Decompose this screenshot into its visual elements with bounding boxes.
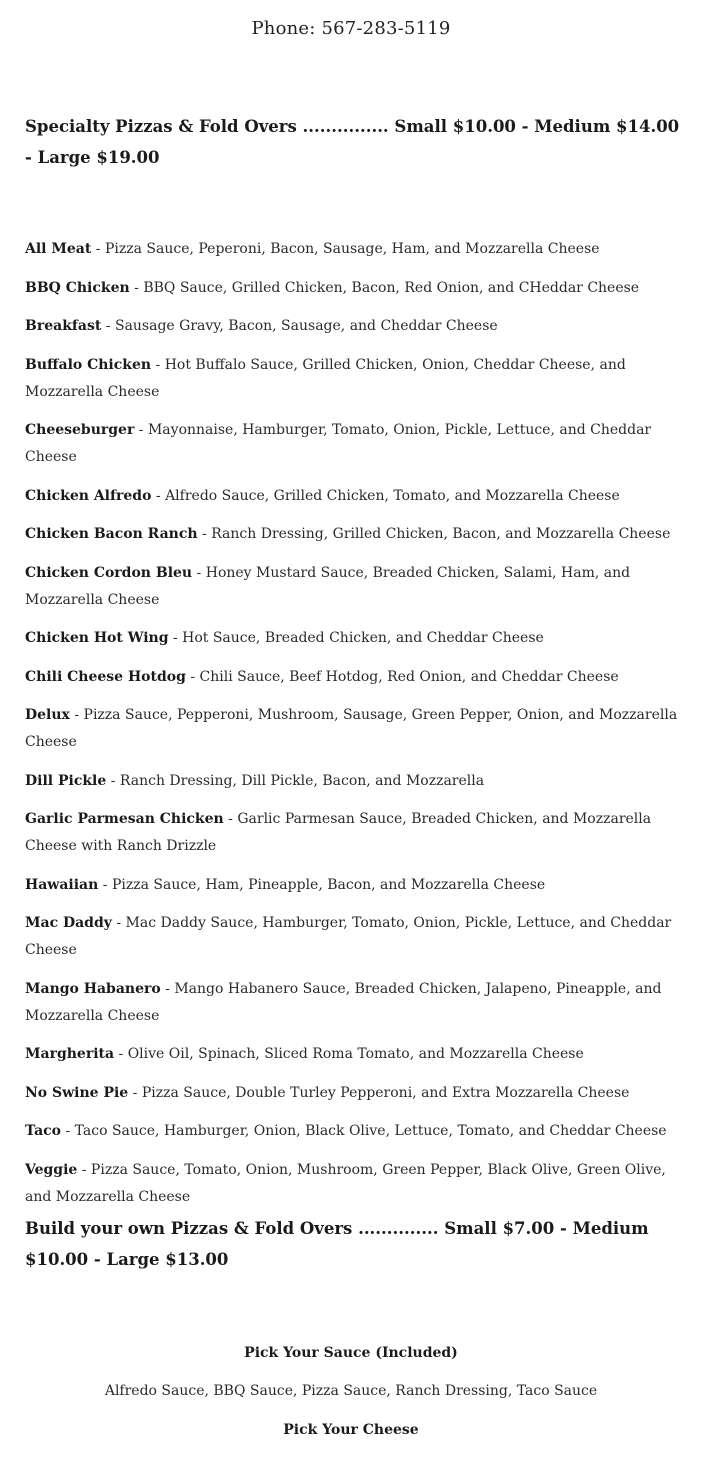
menu-item-name: Chicken Bacon Ranch [25,526,198,542]
menu-item-description: - Alfredo Sauce, Grilled Chicken, Tomato, and Mozzarella Cheese [151,487,620,504]
menu-item-name: Breakfast [25,318,102,334]
menu-item [25,560,680,614]
menu-item-name: Margherita [25,1046,115,1062]
sauce-options: Alfredo Sauce, BBQ Sauce, Pizza Sauce, Ranch Dressing, Taco Sauce [104,1383,598,1399]
menu-item [25,1080,680,1107]
pick-sauce-title: Pick Your Sauce (Included) [244,1345,458,1361]
menu-item-description: - Mac Daddy Sauce, Hamburger, Tomato, Onion, Pickle, Lettuce, and Cheddar Cheese [25,915,672,958]
menu-item [25,236,680,263]
menu-item [25,806,680,860]
menu-item-name: All Meat [25,241,92,257]
menu-item-name: Delux [25,707,70,723]
menu-item-name: Taco [25,1123,62,1139]
pick-cheese-title: Pick Your Cheese [283,1422,419,1438]
build-your-own-heading: Build your own Pizzas & Fold Overs .............. Small $7.00 - Medium $10.00 - Large $13.00 [25,1219,649,1269]
menu-item-name: Dill Pickle [25,772,107,789]
menu-item-name: Buffalo Chicken [25,356,152,373]
menu-item [25,768,680,795]
menu-item [25,483,680,510]
menu-item-description: - Ranch Dressing, Grilled Chicken, Bacon, and Mozzarella Cheese [197,526,671,542]
menu-item-description: - Hot Sauce, Breaded Chicken, and Cheddar Cheese [168,630,544,646]
menu-item-description: - Taco Sauce, Hamburger, Onion, Black Olive, Lettuce, Tomato, and Cheddar Cheese [61,1123,667,1139]
menu-item-description: - Pizza Sauce, Ham, Pineapple, Bacon, and Mozzarella Cheese [98,876,546,893]
menu-item-name: No Swine Pie [25,1084,129,1101]
menu-item [25,1118,680,1145]
menu-item-description: - Ranch Dressing, Dill Pickle, Bacon, and Mozzarella [106,772,485,789]
menu-item-name: Veggie [25,1161,78,1178]
menu-item-name: Chicken Alfredo [25,487,152,504]
phone-number: Phone: 567-283-5119 [251,18,451,39]
specialty-pizza-list [25,236,680,1222]
menu-item-description: - Mayonnaise, Hamburger, Tomato, Onion, Pickle, Lettuce, and Cheddar Cheese [25,422,652,465]
menu-item [25,872,680,899]
menu-item [25,521,680,548]
menu-item-description: - Pizza Sauce, Tomato, Onion, Mushroom, Green Pepper, Black Olive, Green Olive, and Mozzarella Cheese [25,1161,666,1205]
menu-item-description: - Pizza Sauce, Pepperoni, Mushroom, Sausage, Green Pepper, Onion, and Mozzarella Cheese [25,707,678,750]
menu-item-name: Mac Daddy [25,915,112,931]
menu-item-description: - Sausage Gravy, Bacon, Sausage, and Cheddar Cheese [101,318,498,334]
menu-item-description: - BBQ Sauce, Grilled Chicken, Bacon, Red Onion, and CHeddar Cheese [129,279,640,296]
menu-item [25,910,680,964]
menu-item-name: Hawaiian [25,876,99,893]
menu-item-description: - Chili Sauce, Beef Hotdog, Red Onion, and Cheddar Cheese [185,668,619,685]
menu-item-description: - Pizza Sauce, Peperoni, Bacon, Sausage, Ham, and Mozzarella Cheese [91,241,600,257]
menu-item-name: BBQ Chicken [25,279,130,296]
menu-item-description: - Garlic Parmesan Sauce, Breaded Chicken, and Mozzarella Cheese with Ranch Drizzle [25,811,652,854]
menu-item-name: Cheeseburger [25,422,135,438]
specialty-pizzas-heading: Specialty Pizzas & Fold Overs ............... Small $10.00 - Medium $14.00 - Large $19.00 [25,117,680,167]
menu-item [25,1041,680,1068]
menu-item [25,664,680,691]
menu-item-name: Mango Habanero [25,980,161,997]
menu-item-name: Garlic Parmesan Chicken [25,811,224,827]
menu-item [25,702,680,756]
menu-item-description: - Olive Oil, Spinach, Sliced Roma Tomato, and Mozzarella Cheese [114,1046,584,1062]
menu-item-name: Chicken Hot Wing [25,630,169,646]
menu-item-name: Chicken Cordon Bleu [25,564,193,581]
menu-item-description: - Pizza Sauce, Double Turley Pepperoni, and Extra Mozzarella Cheese [128,1084,630,1101]
menu-item [25,313,680,340]
menu-item [25,417,680,471]
menu-item-description: - Hot Buffalo Sauce, Grilled Chicken, Onion, Cheddar Cheese, and Mozzarella Cheese [25,356,626,400]
menu-item [25,352,680,406]
menu-item-description: - Mango Habanero Sauce, Breaded Chicken, Jalapeno, Pineapple, and Mozzarella Cheese [25,980,662,1024]
menu-item [25,275,680,302]
menu-item-name: Chili Cheese Hotdog [25,668,186,685]
menu-item [25,625,680,652]
menu-item [25,976,680,1030]
menu-item-description: - Honey Mustard Sauce, Breaded Chicken, Salami, Ham, and Mozzarella Cheese [25,564,631,608]
menu-item [25,1157,680,1211]
